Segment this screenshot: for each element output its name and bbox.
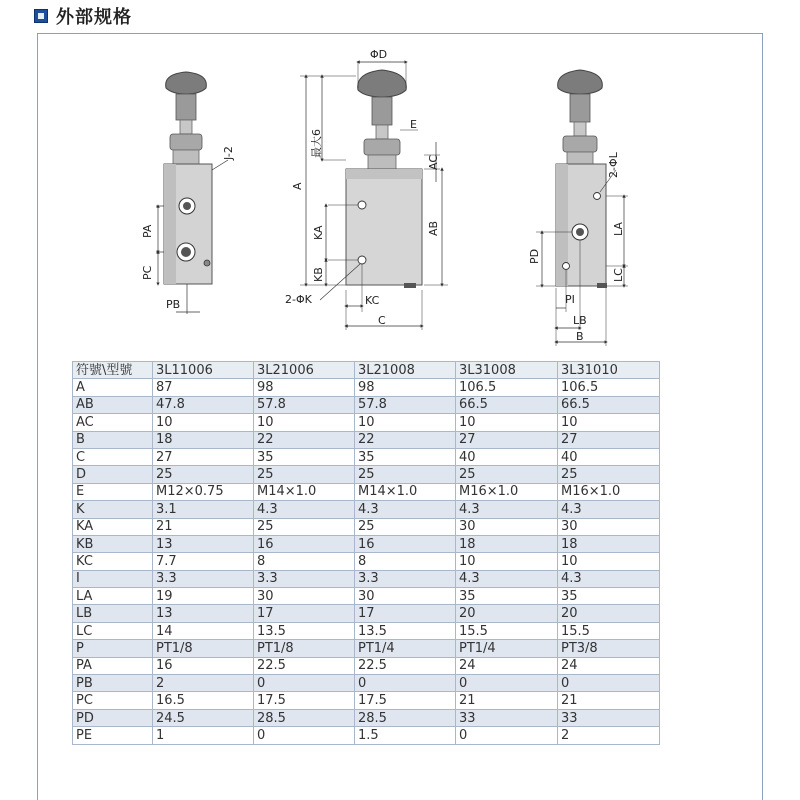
label-j2: J-2: [222, 146, 235, 160]
value-cell: 87: [153, 379, 254, 396]
label-phil: 2-ΦL: [607, 152, 620, 178]
value-cell: 25: [254, 518, 355, 535]
label-max6: 最大6: [310, 129, 323, 158]
value-cell: 30: [558, 518, 660, 535]
value-cell: 0: [355, 675, 456, 692]
value-cell: 10: [254, 414, 355, 431]
value-cell: 24: [558, 657, 660, 674]
value-cell: 106.5: [558, 379, 660, 396]
table-row: [73, 692, 660, 709]
valve-middle-view: [285, 48, 448, 330]
header-cell: 3L31008: [456, 362, 558, 379]
value-cell: 4.3: [558, 501, 660, 518]
value-cell: 17: [355, 605, 456, 622]
value-cell: 8: [355, 553, 456, 570]
value-cell: PT3/8: [558, 640, 660, 657]
table-row: [73, 396, 660, 413]
table-row: [73, 483, 660, 500]
symbol-cell: KA: [73, 518, 153, 535]
value-cell: 4.3: [456, 501, 558, 518]
section-title: 外部规格: [56, 7, 132, 28]
value-cell: 22: [254, 431, 355, 448]
value-cell: 4.3: [355, 501, 456, 518]
table-row: [73, 501, 660, 518]
value-cell: 57.8: [254, 396, 355, 413]
symbol-cell: LA: [73, 588, 153, 605]
symbol-cell: LB: [73, 605, 153, 622]
header-cell: 符號\型號: [73, 362, 153, 379]
value-cell: 21: [558, 692, 660, 709]
value-cell: 25: [558, 466, 660, 483]
value-cell: 25: [355, 466, 456, 483]
value-cell: M14×1.0: [355, 483, 456, 500]
label-e: E: [410, 118, 417, 131]
value-cell: 10: [558, 553, 660, 570]
value-cell: 0: [456, 727, 558, 744]
symbol-cell: KB: [73, 535, 153, 552]
value-cell: PT1/8: [254, 640, 355, 657]
value-cell: 0: [254, 727, 355, 744]
value-cell: 25: [456, 466, 558, 483]
value-cell: 57.8: [355, 396, 456, 413]
table-row: [73, 553, 660, 570]
value-cell: 24.5: [153, 709, 254, 726]
table-header-row: [73, 362, 660, 379]
value-cell: 15.5: [456, 622, 558, 639]
value-cell: 15.5: [558, 622, 660, 639]
value-cell: 66.5: [558, 396, 660, 413]
symbol-cell: B: [73, 431, 153, 448]
value-cell: 3.3: [153, 570, 254, 587]
value-cell: 18: [558, 535, 660, 552]
value-cell: 33: [456, 709, 558, 726]
label-pa: PA: [141, 224, 154, 238]
value-cell: 98: [254, 379, 355, 396]
value-cell: 27: [153, 448, 254, 465]
value-cell: 3.1: [153, 501, 254, 518]
value-cell: 20: [558, 605, 660, 622]
value-cell: 0: [456, 675, 558, 692]
label-lb: LB: [573, 314, 587, 327]
label-c: C: [378, 314, 386, 327]
symbol-cell: AB: [73, 396, 153, 413]
value-cell: 20: [456, 605, 558, 622]
dimension-drawing: [0, 0, 800, 360]
value-cell: 10: [558, 414, 660, 431]
value-cell: 10: [153, 414, 254, 431]
value-cell: M14×1.0: [254, 483, 355, 500]
value-cell: 0: [558, 675, 660, 692]
value-cell: 1.5: [355, 727, 456, 744]
value-cell: 19: [153, 588, 254, 605]
value-cell: 35: [456, 588, 558, 605]
value-cell: 3.3: [254, 570, 355, 587]
value-cell: 28.5: [254, 709, 355, 726]
symbol-cell: PC: [73, 692, 153, 709]
value-cell: 25: [355, 518, 456, 535]
value-cell: 22: [355, 431, 456, 448]
valve-left-view: [141, 72, 235, 314]
table-row: [73, 448, 660, 465]
value-cell: M16×1.0: [558, 483, 660, 500]
label-lc: LC: [612, 268, 625, 282]
value-cell: 10: [456, 414, 558, 431]
value-cell: 10: [456, 553, 558, 570]
value-cell: 17: [254, 605, 355, 622]
value-cell: M12×0.75: [153, 483, 254, 500]
label-la: LA: [612, 222, 625, 236]
value-cell: 66.5: [456, 396, 558, 413]
value-cell: 25: [153, 466, 254, 483]
value-cell: 22.5: [254, 657, 355, 674]
value-cell: 16.5: [153, 692, 254, 709]
value-cell: 4.3: [456, 570, 558, 587]
table-row: [73, 727, 660, 744]
symbol-cell: K: [73, 501, 153, 518]
value-cell: 13: [153, 535, 254, 552]
header-cell: 3L21008: [355, 362, 456, 379]
value-cell: 33: [558, 709, 660, 726]
value-cell: 2: [153, 675, 254, 692]
value-cell: 18: [153, 431, 254, 448]
value-cell: 30: [254, 588, 355, 605]
value-cell: 2: [558, 727, 660, 744]
value-cell: 17.5: [355, 692, 456, 709]
symbol-cell: KC: [73, 553, 153, 570]
label-pi: PI: [565, 293, 575, 306]
symbol-cell: PB: [73, 675, 153, 692]
label-ac: AC: [427, 154, 440, 170]
value-cell: 4.3: [558, 570, 660, 587]
label-ka: KA: [312, 225, 325, 240]
label-kb: KB: [312, 267, 325, 282]
table-row: [73, 379, 660, 396]
label-phik: 2-ΦK: [285, 293, 312, 306]
value-cell: 3.3: [355, 570, 456, 587]
symbol-cell: PA: [73, 657, 153, 674]
value-cell: 21: [456, 692, 558, 709]
symbol-cell: AC: [73, 414, 153, 431]
symbol-cell: I: [73, 570, 153, 587]
value-cell: 13.5: [254, 622, 355, 639]
value-cell: 13: [153, 605, 254, 622]
value-cell: 24: [456, 657, 558, 674]
table-row: [73, 675, 660, 692]
label-kc: KC: [365, 294, 380, 307]
label-phid: ΦD: [370, 48, 388, 61]
value-cell: 40: [558, 448, 660, 465]
header-cell: 3L11006: [153, 362, 254, 379]
table-row: [73, 605, 660, 622]
value-cell: PT1/8: [153, 640, 254, 657]
table-row: [73, 640, 660, 657]
symbol-cell: D: [73, 466, 153, 483]
value-cell: 21: [153, 518, 254, 535]
table-row: [73, 518, 660, 535]
value-cell: 7.7: [153, 553, 254, 570]
value-cell: 13.5: [355, 622, 456, 639]
value-cell: 98: [355, 379, 456, 396]
table-row: [73, 657, 660, 674]
value-cell: 14: [153, 622, 254, 639]
table-row: [73, 535, 660, 552]
value-cell: 27: [558, 431, 660, 448]
value-cell: 16: [153, 657, 254, 674]
value-cell: M16×1.0: [456, 483, 558, 500]
value-cell: 30: [456, 518, 558, 535]
value-cell: 0: [254, 675, 355, 692]
value-cell: 47.8: [153, 396, 254, 413]
value-cell: 35: [355, 448, 456, 465]
label-ab: AB: [427, 220, 440, 236]
table-row: [73, 709, 660, 726]
value-cell: 1: [153, 727, 254, 744]
value-cell: 16: [254, 535, 355, 552]
value-cell: PT1/4: [355, 640, 456, 657]
value-cell: 17.5: [254, 692, 355, 709]
symbol-cell: C: [73, 448, 153, 465]
symbol-cell: PE: [73, 727, 153, 744]
spec-table: [72, 361, 660, 745]
value-cell: 35: [558, 588, 660, 605]
value-cell: PT1/4: [456, 640, 558, 657]
value-cell: 30: [355, 588, 456, 605]
table-row: [73, 570, 660, 587]
value-cell: 28.5: [355, 709, 456, 726]
value-cell: 35: [254, 448, 355, 465]
symbol-cell: LC: [73, 622, 153, 639]
header-cell: 3L21006: [254, 362, 355, 379]
symbol-cell: E: [73, 483, 153, 500]
value-cell: 27: [456, 431, 558, 448]
label-pc: PC: [141, 265, 154, 280]
symbol-cell: P: [73, 640, 153, 657]
table-row: [73, 588, 660, 605]
value-cell: 8: [254, 553, 355, 570]
label-b: B: [576, 330, 584, 343]
table-row: [73, 622, 660, 639]
value-cell: 22.5: [355, 657, 456, 674]
value-cell: 4.3: [254, 501, 355, 518]
label-pb: PB: [166, 298, 181, 311]
value-cell: 16: [355, 535, 456, 552]
valve-right-view: [528, 70, 628, 346]
value-cell: 40: [456, 448, 558, 465]
table-row: [73, 431, 660, 448]
value-cell: 25: [254, 466, 355, 483]
table-row: [73, 414, 660, 431]
label-a: A: [291, 182, 304, 190]
label-pd: PD: [528, 248, 541, 264]
value-cell: 18: [456, 535, 558, 552]
symbol-cell: PD: [73, 709, 153, 726]
symbol-cell: A: [73, 379, 153, 396]
value-cell: 10: [355, 414, 456, 431]
header-cell: 3L31010: [558, 362, 660, 379]
table-row: [73, 466, 660, 483]
value-cell: 106.5: [456, 379, 558, 396]
